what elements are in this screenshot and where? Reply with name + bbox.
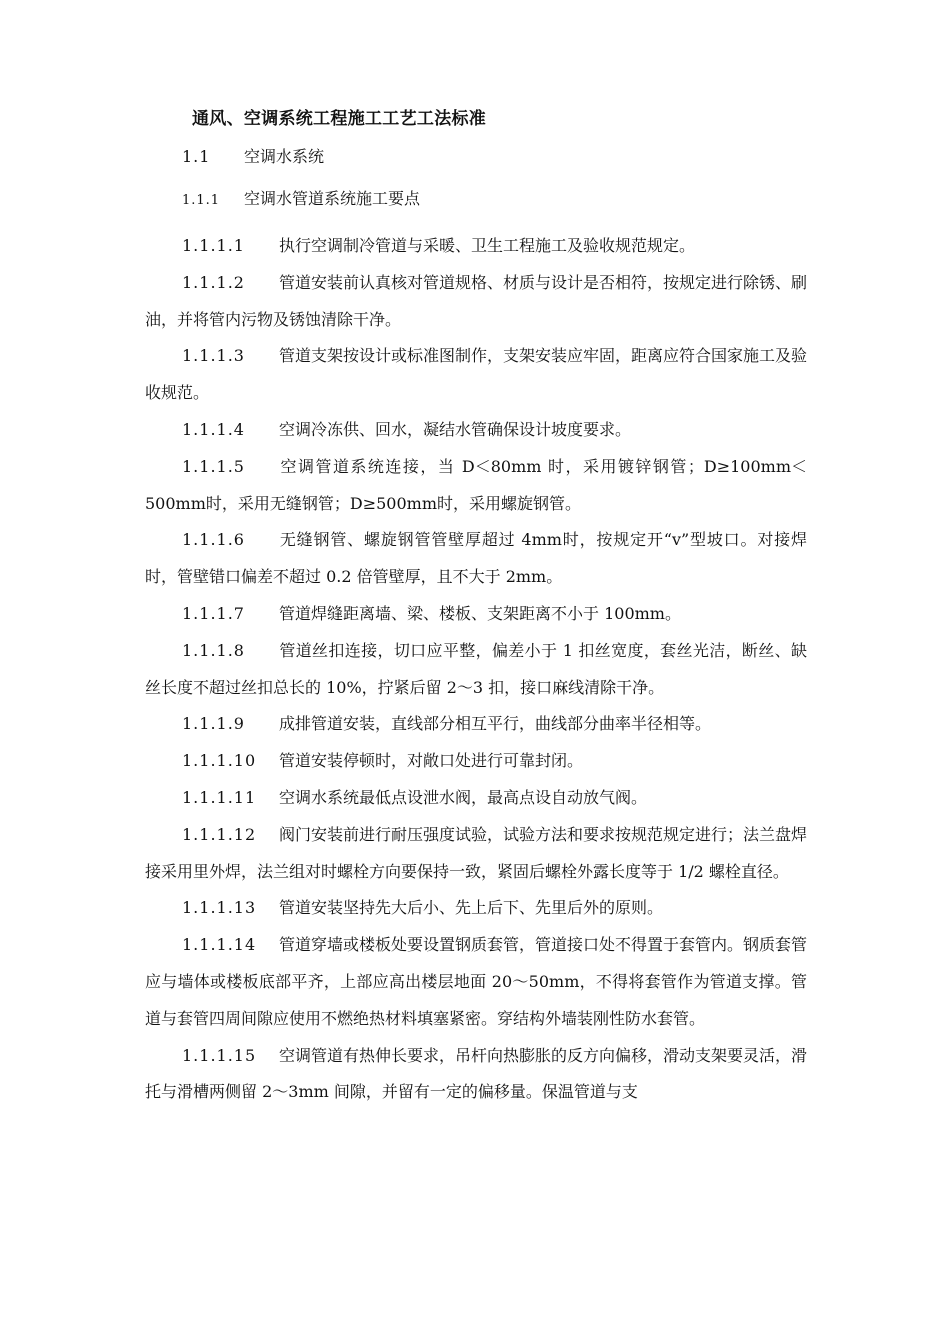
item-number: 1.1.1.5 [182,456,245,476]
document-title: 通风、空调系统工程施工工艺工法标准 [192,109,487,129]
item-text: 管道穿墙或楼板处要设置钢质套管，管道接口处不得置于套管内。钢质套管应与墙体或楼板底部平齐，上部应高出楼层地面 20～50mm，不得将套管作为管道支撑。管道与套管四周间隙应使用不燃绝热材料填塞紧密。穿结构外墙装刚性防水套管。 [145,935,808,1028]
document-body [145,228,807,1111]
item-number: 1.1.1.12 [182,824,257,844]
item-number: 1.1.1.9 [182,714,245,734]
paragraph-item [145,927,807,1037]
paragraph-item [145,633,807,707]
item-text: 空调管道有热伸长要求，吊杆向热膨胀的反方向偏移，滑动支架要灵活，滑托与滑槽两侧留 2～3mm 间隙，并留有一定的偏移量。保温管道与支 [145,1045,808,1102]
item-text: 管道安装坚持先大后小、先上后下、先里后外的原则。 [279,898,664,918]
item-number: 1.1.1.7 [182,603,245,623]
paragraph-item [145,412,807,449]
item-number: 1.1.1.2 [182,272,245,292]
item-number: 1.1.1.15 [182,1045,257,1065]
paragraph-item [145,817,807,891]
item-text: 执行空调制冷管道与采暖、卫生工程施工及验收规范规定。 [279,236,696,255]
item-number: 1.1.1.13 [182,898,257,918]
item-number: 1.1.1.4 [182,419,245,439]
item-number: 1.1.1.14 [182,935,257,955]
item-number: 1.1.1.8 [182,640,245,660]
section-number: 1.1 [182,147,211,166]
paragraph-item [145,338,807,412]
paragraph-item [145,596,807,633]
paragraph-item [145,228,807,265]
paragraph-item [145,449,807,523]
paragraph-item [145,522,807,596]
paragraph-item [145,743,807,780]
subsection-heading [182,186,420,209]
item-text: 无缝钢管、螺旋钢管管壁厚超过 4mm时，按规定开“v”型坡口。对接焊时，管壁错口偏差不超过 0.2 倍管壁厚，且不大于 2mm。 [145,530,807,587]
section-heading [182,144,324,167]
item-number: 1.1.1.10 [182,751,257,771]
section-title: 空调水系统 [244,147,325,166]
item-text: 管道安装停顿时，对敞口处进行可靠封闭。 [279,751,584,771]
item-number: 1.1.1.6 [182,530,245,550]
item-text: 空调冷冻供、回水，凝结水管确保设计坡度要求。 [279,419,632,439]
paragraph-item [145,780,807,817]
item-number: 1.1.1.3 [182,346,245,366]
paragraph-item [145,706,807,743]
paragraph-item [145,265,807,339]
paragraph-item [145,890,807,927]
item-text: 管道安装前认真核对管道规格、材质与设计是否相符，按规定进行除锈、刷油，并将管内污物及锈蚀清除干净。 [145,272,808,329]
item-text: 阀门安装前进行耐压强度试验，试验方法和要求按规范规定进行；法兰盘焊接采用里外焊，法兰组对时螺栓方向要保持一致，紧固后螺栓外露长度等于 1/2 螺栓直径。 [145,824,808,881]
item-text: 成排管道安装，直线部分相互平行，曲线部分曲率半径相等。 [279,714,712,734]
paragraph-item [145,1038,807,1112]
item-text: 管道支架按设计或标准图制作，支架安装应牢固，距离应符合国家施工及验收规范。 [145,346,808,403]
subsection-title: 空调水管道系统施工要点 [244,189,421,208]
item-number: 1.1.1.11 [182,787,257,807]
item-text: 空调水系统最低点设泄水阀，最高点设自动放气阀。 [279,787,648,807]
item-text: 空调管道系统连接，当 D＜80mm 时，采用镀锌钢管；D≥100mm＜500mm时，采用无缝钢管；D≥500mm时，采用螺旋钢管。 [145,456,807,513]
item-text: 管道焊缝距离墙、梁、楼板、支架距离不小于 100mm。 [279,603,681,623]
subsection-number: 1.1.1 [182,193,221,208]
item-text: 管道丝扣连接，切口应平整，偏差小于 1 扣丝宽度，套丝光洁，断丝、缺丝长度不超过丝扣总长的 10%，拧紧后留 2～3 扣，接口麻线清除干净。 [145,640,807,697]
item-number: 1.1.1.1 [182,236,245,255]
